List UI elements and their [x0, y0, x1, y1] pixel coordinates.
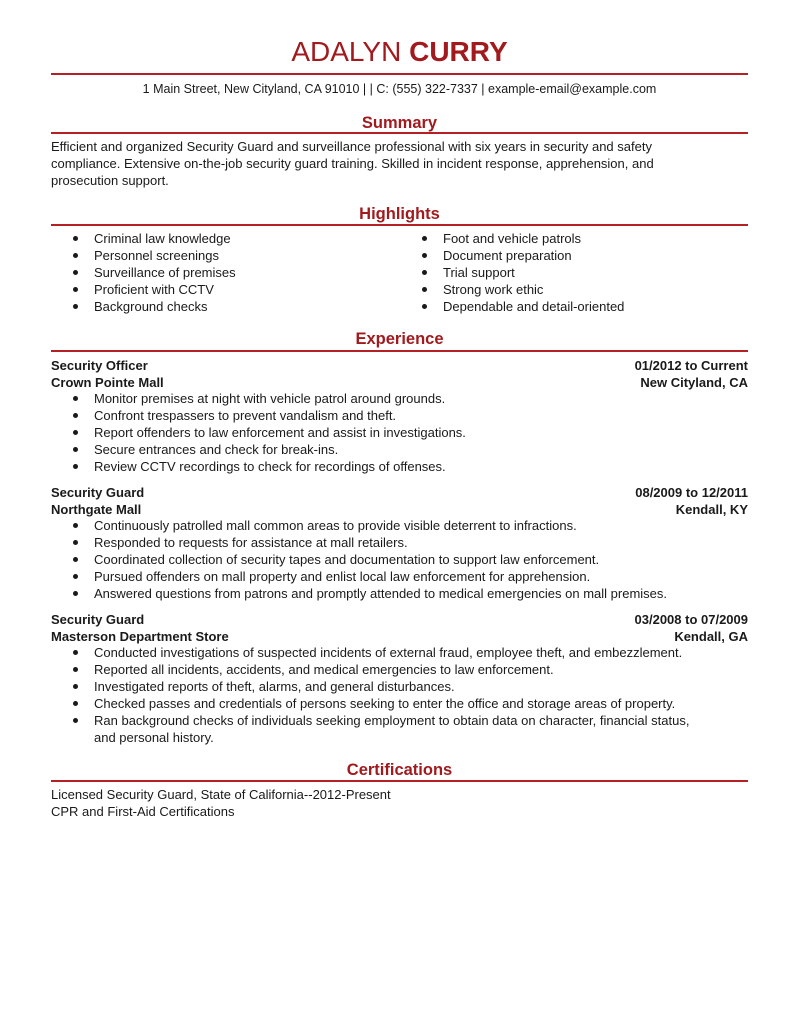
summary-line: compliance. Extensive on-the-job security guard training. Skilled in incident response, apprehension, and [51, 156, 654, 171]
first-name: ADALYN [291, 36, 402, 67]
job-bullet: Secure entrances and check for break-ins. [51, 441, 466, 458]
bullet-icon [73, 236, 78, 241]
highlight-item: Strong work ethic [400, 281, 624, 298]
job-bullet-continuation: and personal history. [94, 730, 214, 745]
bullet-icon [73, 650, 78, 655]
summary-divider [51, 132, 748, 134]
highlight-item: Personnel screenings [51, 247, 236, 264]
job-bullet: Coordinated collection of security tapes and documentation to support law enforcement. [51, 551, 667, 568]
bullet-icon [422, 253, 427, 258]
job-dates: 08/2009 to 12/2011 [635, 485, 748, 500]
bullet-icon [73, 667, 78, 672]
job-bullet: Reported all incidents, accidents, and medical emergencies to law enforcement. [51, 661, 689, 678]
highlights-divider [51, 224, 748, 226]
highlight-item: Criminal law knowledge [51, 230, 236, 247]
job-bullets [51, 517, 667, 602]
bullet-icon [73, 464, 78, 469]
highlight-item: Document preparation [400, 247, 624, 264]
summary-line: prosecution support. [51, 173, 169, 188]
job-bullet: Ran background checks of individuals seeking employment to obtain data on character, financial status, [51, 712, 689, 729]
certifications-list [51, 786, 748, 820]
certifications-divider [51, 780, 748, 782]
highlights-right-list [400, 230, 624, 315]
highlights-heading: Highlights [359, 205, 440, 223]
job-bullet: Review CCTV recordings to check for recordings of offenses. [51, 458, 466, 475]
bullet-icon [422, 287, 427, 292]
bullet-icon [73, 701, 78, 706]
job-title: Security Guard [51, 485, 145, 500]
summary-text [51, 138, 748, 189]
bullet-icon [73, 253, 78, 258]
bullet-icon [73, 718, 78, 723]
certification-item: Licensed Security Guard, State of California--2012-Present [51, 787, 391, 802]
bullet-icon [422, 304, 427, 309]
bullet-icon [73, 270, 78, 275]
summary-line: Efficient and organized Security Guard and surveillance professional with six years in security and safety [51, 139, 652, 154]
highlight-item: Background checks [51, 298, 236, 315]
experience-heading: Experience [355, 330, 444, 348]
job-location: New Cityland, CA [640, 375, 748, 390]
job-location: Kendall, KY [675, 502, 748, 517]
certifications-heading: Certifications [346, 761, 453, 779]
bullet-icon [422, 270, 427, 275]
bullet-icon [73, 540, 78, 545]
job-bullet: Conducted investigations of suspected incidents of external fraud, employee theft, and embezzlement. [51, 644, 689, 661]
bullet-icon [73, 447, 78, 452]
experience-divider [51, 350, 748, 352]
job-bullet: Checked passes and credentials of persons seeking to enter the office and storage areas of property. [51, 695, 689, 712]
bullet-icon [73, 684, 78, 689]
bullet-icon [422, 236, 427, 241]
highlight-item: Foot and vehicle patrols [400, 230, 624, 247]
job-bullet: Continuously patrolled mall common areas to provide visible deterrent to infractions. [51, 517, 667, 534]
highlights-left-list [51, 230, 236, 315]
bullet-icon [73, 591, 78, 596]
header-divider [51, 73, 748, 75]
job-bullet: Answered questions from patrons and promptly attended to medical emergencies on mall premises. [51, 585, 667, 602]
job-company: Crown Pointe Mall [51, 375, 164, 390]
summary-heading: Summary [361, 114, 438, 132]
job-bullets [51, 390, 466, 475]
highlight-item: Surveillance of premises [51, 264, 236, 281]
job-company: Masterson Department Store [51, 629, 229, 644]
job-dates: 01/2012 to Current [634, 358, 748, 373]
last-name: CURRY [409, 36, 508, 67]
job-title: Security Officer [51, 358, 148, 373]
job-bullets [51, 644, 689, 746]
contact-info: 1 Main Street, New Cityland, CA 91010 | | C: (555) 322-7337 | example-email@example.com [142, 82, 657, 96]
certification-item: CPR and First-Aid Certifications [51, 804, 235, 819]
bullet-icon [73, 304, 78, 309]
bullet-icon [73, 287, 78, 292]
job-bullet: Report offenders to law enforcement and assist in investigations. [51, 424, 466, 441]
job-company: Northgate Mall [51, 502, 142, 517]
bullet-icon [73, 396, 78, 401]
job-bullet: Investigated reports of theft, alarms, and general disturbances. [51, 678, 689, 695]
bullet-icon [73, 430, 78, 435]
bullet-icon [73, 413, 78, 418]
job-dates: 03/2008 to 07/2009 [634, 612, 748, 627]
candidate-name [51, 36, 748, 68]
bullet-icon [73, 523, 78, 528]
job-bullet: Responded to requests for assistance at mall retailers. [51, 534, 667, 551]
highlight-item: Proficient with CCTV [51, 281, 236, 298]
job-location: Kendall, GA [674, 629, 748, 644]
job-bullet: Confront trespassers to prevent vandalism and theft. [51, 407, 466, 424]
bullet-icon [73, 557, 78, 562]
highlight-item: Dependable and detail-oriented [400, 298, 624, 315]
job-bullet: Monitor premises at night with vehicle patrol around grounds. [51, 390, 466, 407]
bullet-icon [73, 574, 78, 579]
highlight-item: Trial support [400, 264, 624, 281]
job-title: Security Guard [51, 612, 145, 627]
job-bullet: Pursued offenders on mall property and enlist local law enforcement for apprehension. [51, 568, 667, 585]
